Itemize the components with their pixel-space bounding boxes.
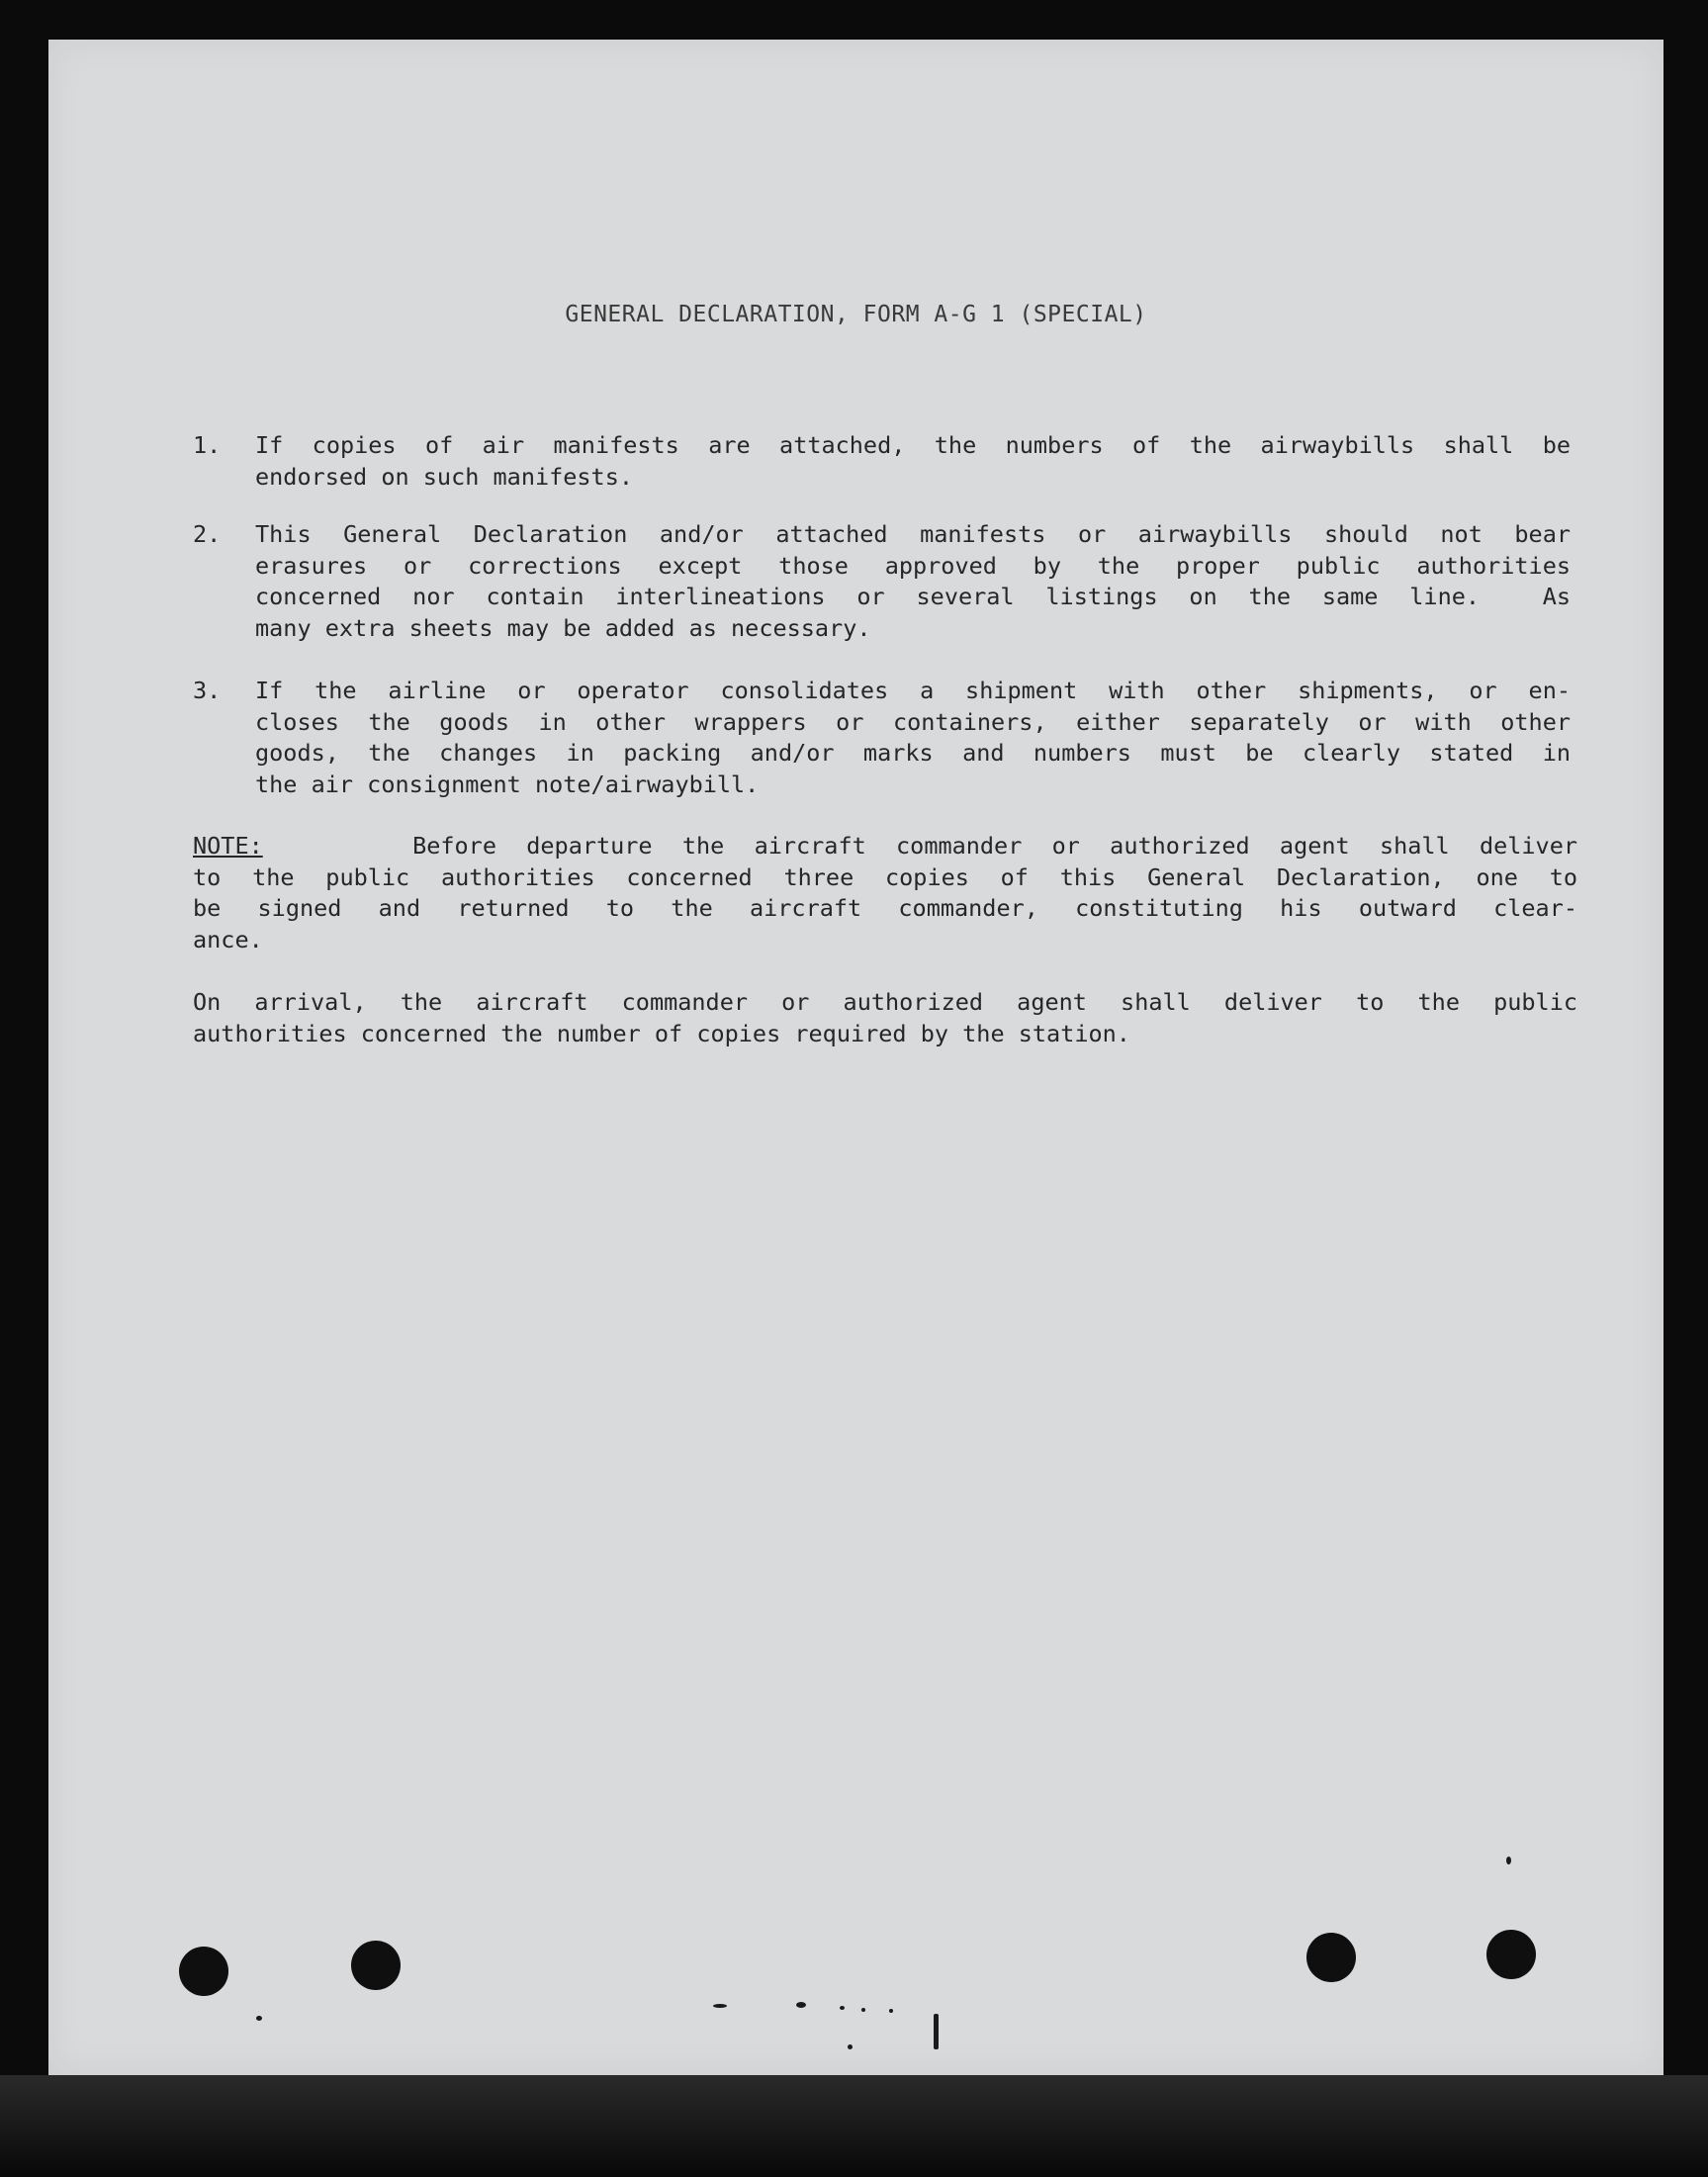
speck — [256, 2016, 262, 2021]
text-line: closes the goods in other wrappers or containers, either separately or with other — [255, 707, 1571, 736]
punch-hole — [351, 1941, 401, 1990]
note-label: NOTE: — [193, 832, 263, 860]
speck — [840, 2006, 845, 2010]
item-text — [255, 519, 1571, 644]
text-line: If the airline or operator consolidates a shipment with other shipments, or en- — [255, 677, 1571, 704]
item-text — [255, 430, 1571, 493]
text-line: goods, the changes in packing and/or marks and numbers must be clearly stated in — [255, 739, 1571, 767]
text-line: If copies of air manifests are attached, the numbers of the airwaybills shall be — [255, 431, 1571, 459]
speck — [889, 2009, 893, 2013]
note-first-line-text: Before departure the aircraft commander or authorized agent shall deliver — [412, 832, 1577, 860]
text-line: the air consignment note/airwaybill. — [255, 770, 760, 798]
text-line: to the public authorities concerned three copies of this General Declaration, one to — [193, 862, 1577, 891]
text-line: endorsed on such manifests. — [255, 462, 634, 491]
text-line: erasures or corrections except those approved by the proper public authorities — [255, 551, 1571, 580]
speck — [796, 2002, 806, 2008]
speck — [848, 2044, 853, 2049]
punch-hole — [1306, 1933, 1356, 1982]
note-first-line — [193, 831, 1577, 862]
speck — [861, 2008, 865, 2012]
item-text — [255, 676, 1571, 800]
text-line: concerned nor contain interlineations or several listings on the same line. As — [255, 583, 1571, 610]
scan-bottom-edge — [0, 2075, 1708, 2177]
text-line: authorities concerned the number of copies required by the station. — [193, 1019, 1130, 1047]
form-title: GENERAL DECLARATION, FORM A-G 1 (SPECIAL) — [565, 302, 1147, 327]
document-page — [48, 40, 1663, 2075]
text-line: This General Declaration and/or attached manifests or airwaybills should not bear — [255, 520, 1571, 548]
text-line: ance. — [193, 925, 263, 953]
arrival-paragraph — [193, 987, 1577, 1049]
note-paragraph — [193, 831, 1577, 955]
text-line: be signed and returned to the aircraft commander, constituting his outward clear- — [193, 894, 1577, 922]
speck — [713, 2004, 727, 2008]
punch-hole — [179, 1947, 228, 1996]
speck — [934, 2014, 939, 2049]
text-line: many extra sheets may be added as necessary. — [255, 613, 871, 642]
speck — [1506, 1857, 1511, 1864]
text-line: On arrival, the aircraft commander or authorized agent shall deliver to the public — [193, 988, 1577, 1016]
item-number: 3. — [193, 677, 222, 704]
punch-hole — [1486, 1930, 1536, 1979]
item-number: 1. — [193, 431, 222, 459]
item-number: 2. — [193, 520, 222, 548]
